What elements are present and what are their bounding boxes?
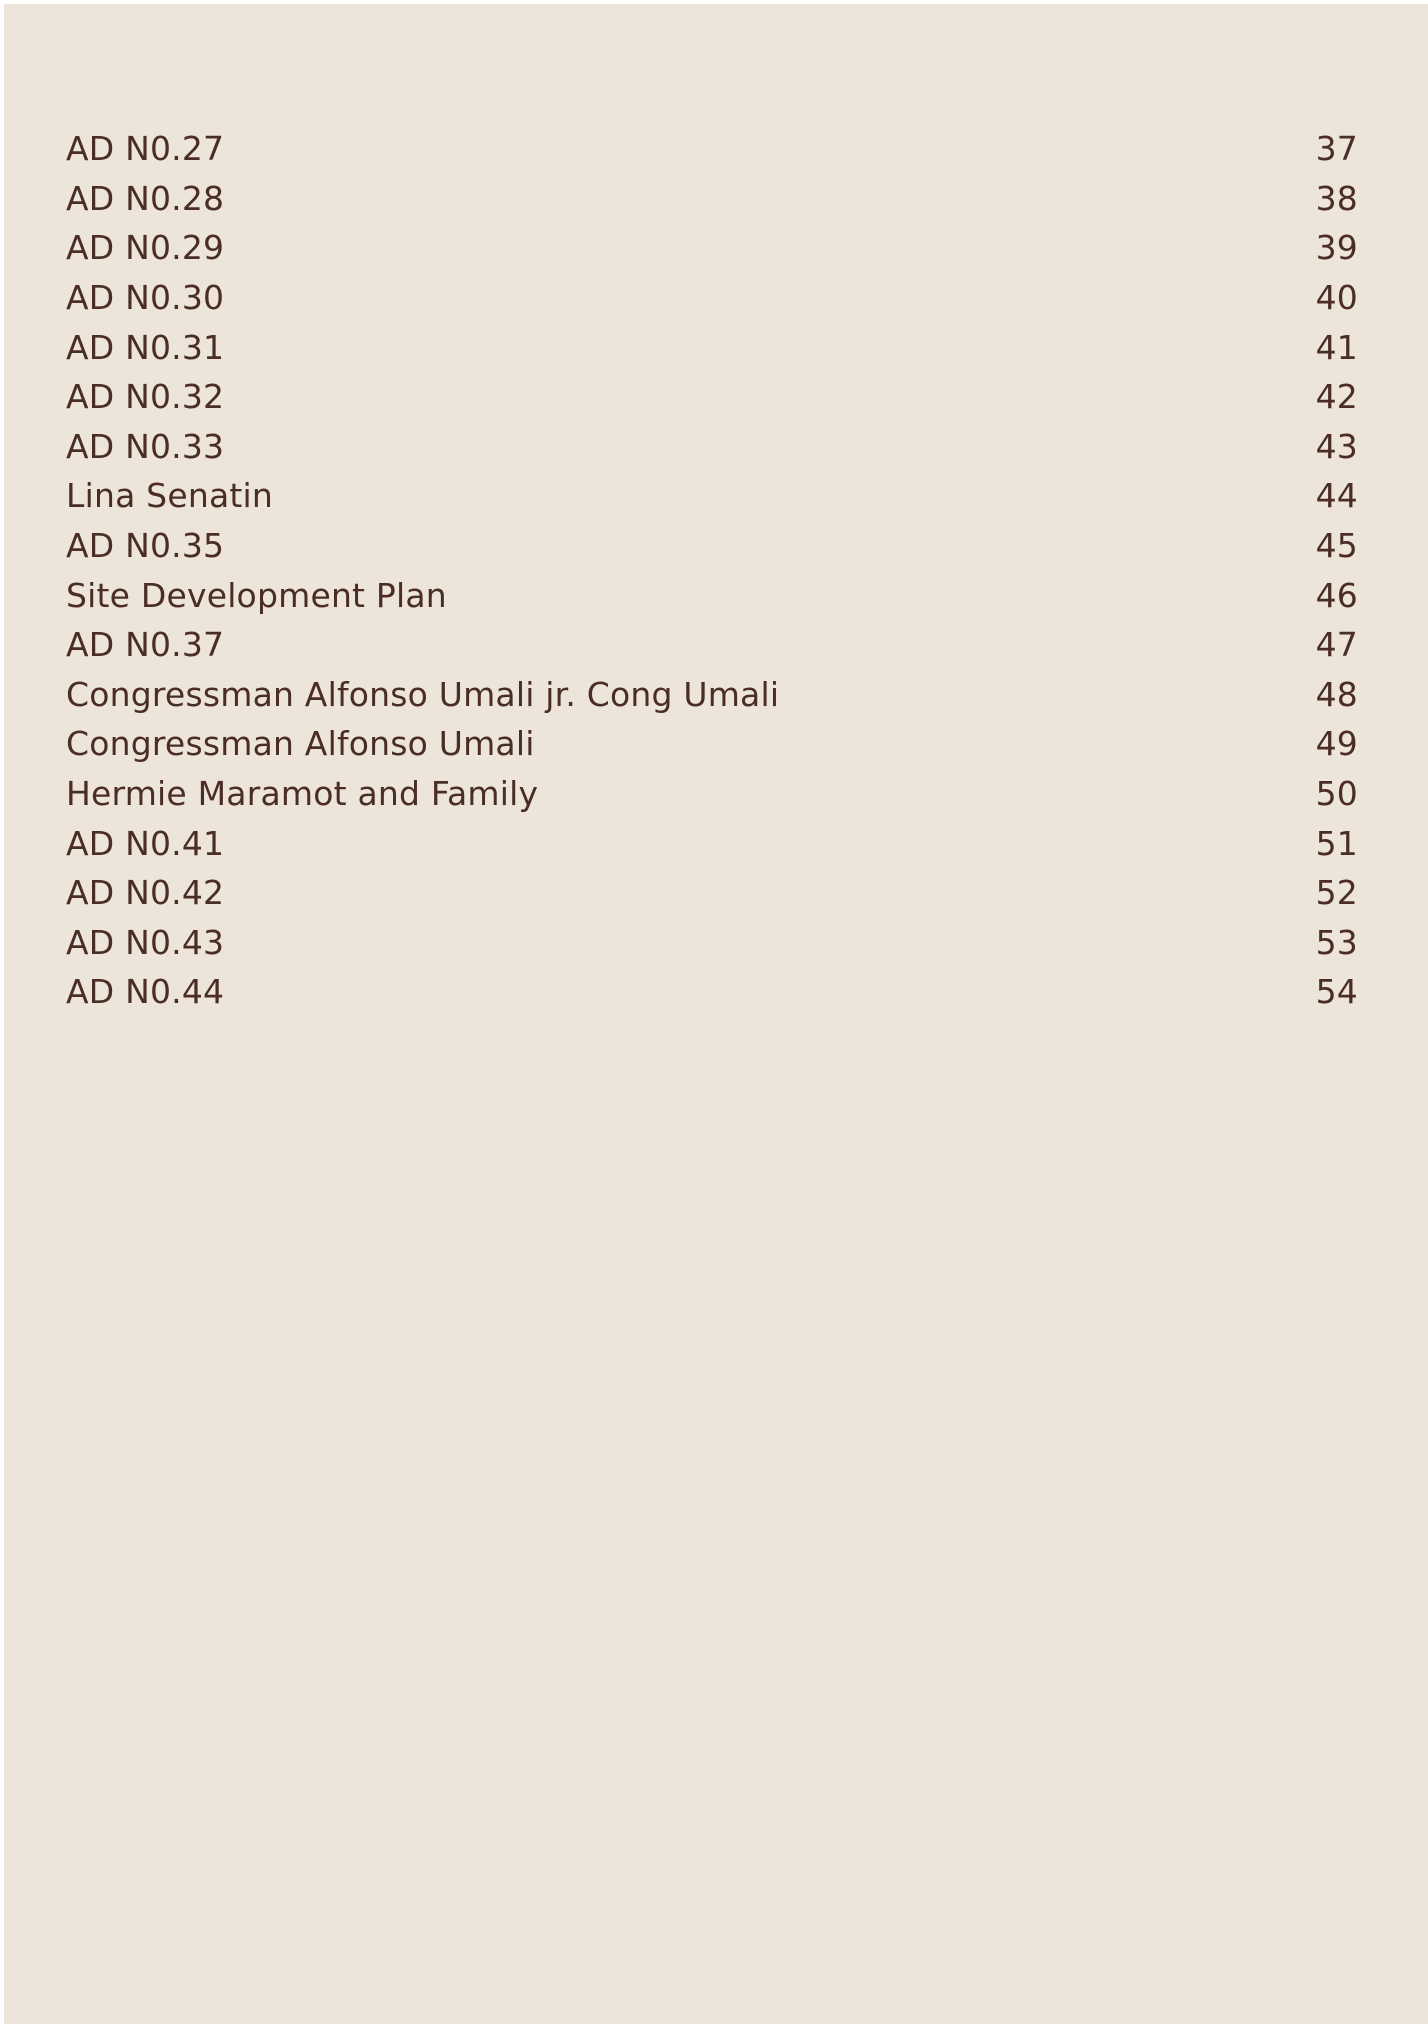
toc-entry-page-number: 52 xyxy=(1315,873,1358,913)
toc-entry-title: AD N0.27 xyxy=(66,129,225,169)
toc-entry[interactable] xyxy=(66,570,1366,620)
toc-entry-title: AD N0.29 xyxy=(66,228,225,268)
toc-entry-page-number: 50 xyxy=(1315,774,1358,814)
document-page xyxy=(4,4,1428,2024)
toc-entry-page-number: 39 xyxy=(1315,228,1358,268)
toc-entry-page-number: 43 xyxy=(1315,426,1358,466)
toc-entry-title: AD N0.33 xyxy=(66,426,225,466)
toc-entry-title: AD N0.42 xyxy=(66,873,225,913)
toc-entry[interactable] xyxy=(66,670,1366,720)
toc-entry[interactable] xyxy=(66,719,1366,769)
toc-entry-page-number: 40 xyxy=(1315,278,1358,318)
toc-entry[interactable] xyxy=(66,471,1366,521)
toc-entry-title: Site Development Plan xyxy=(66,575,447,615)
toc-entry-page-number: 42 xyxy=(1315,377,1358,417)
toc-entry[interactable] xyxy=(66,372,1366,422)
toc-entry-title: Congressman Alfonso Umali xyxy=(66,724,535,764)
toc-entry-page-number: 37 xyxy=(1315,129,1358,169)
toc-entry-title: AD N0.41 xyxy=(66,823,225,863)
toc-entry-title: AD N0.32 xyxy=(66,377,225,417)
toc-entry-page-number: 48 xyxy=(1315,674,1358,714)
toc-entry-title: AD N0.43 xyxy=(66,922,225,962)
toc-entry-title: Congressman Alfonso Umali jr. Cong Umali xyxy=(66,674,780,714)
toc-entry[interactable] xyxy=(66,322,1366,372)
toc-entry[interactable] xyxy=(66,967,1366,1017)
toc-entry[interactable] xyxy=(66,422,1366,472)
toc-entry[interactable] xyxy=(66,769,1366,819)
toc-entry-title: Hermie Maramot and Family xyxy=(66,774,539,814)
toc-entry-page-number: 44 xyxy=(1315,476,1358,516)
toc-entry[interactable] xyxy=(66,124,1366,174)
toc-entry-page-number: 45 xyxy=(1315,526,1358,566)
toc-entry-page-number: 46 xyxy=(1315,575,1358,615)
toc-entry-page-number: 38 xyxy=(1315,178,1358,218)
toc-entry-title: AD N0.35 xyxy=(66,526,225,566)
toc-entry[interactable] xyxy=(66,868,1366,918)
toc-entry[interactable] xyxy=(66,223,1366,273)
toc-entry[interactable] xyxy=(66,918,1366,968)
toc-entry[interactable] xyxy=(66,174,1366,224)
toc-entry-page-number: 47 xyxy=(1315,625,1358,665)
toc-entry[interactable] xyxy=(66,273,1366,323)
toc-entry-title: AD N0.37 xyxy=(66,625,225,665)
toc-entry[interactable] xyxy=(66,620,1366,670)
toc-entry-page-number: 54 xyxy=(1315,972,1358,1012)
toc-entry[interactable] xyxy=(66,818,1366,868)
toc-entry-title: AD N0.30 xyxy=(66,278,225,318)
toc-entry-page-number: 51 xyxy=(1315,823,1358,863)
table-of-contents xyxy=(66,124,1366,1017)
toc-entry-title: AD N0.28 xyxy=(66,178,225,218)
toc-entry-title: AD N0.44 xyxy=(66,972,225,1012)
toc-entry-title: AD N0.31 xyxy=(66,327,225,367)
toc-entry-page-number: 49 xyxy=(1315,724,1358,764)
toc-entry[interactable] xyxy=(66,521,1366,571)
toc-entry-title: Lina Senatin xyxy=(66,476,273,516)
toc-entry-page-number: 41 xyxy=(1315,327,1358,367)
toc-entry-page-number: 53 xyxy=(1315,922,1358,962)
